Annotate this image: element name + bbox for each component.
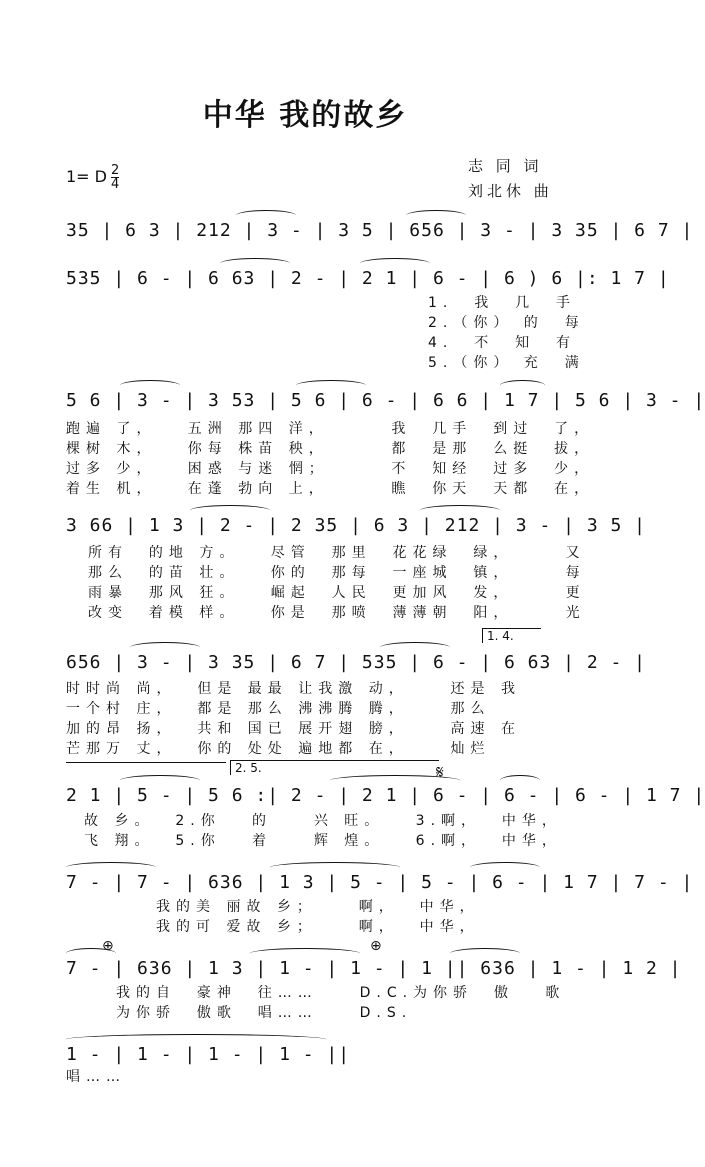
slur	[500, 775, 540, 786]
slur	[406, 210, 466, 221]
lyric-line: 为你骄 傲歌 唱…… D.S.	[116, 1005, 413, 1021]
lyric-line: 改变 着模 样。 你是 那喷 薄薄朝 阳， 光	[88, 605, 586, 621]
volta-1: 1. 4.	[482, 628, 541, 643]
segno-icon: 𝄋	[436, 762, 444, 783]
lyric-line: 4. 不 知 有	[428, 335, 577, 351]
notes: 3 66 | 1 3 | 2 - | 2 35 | 6 3 | 212 | 3 - | 3 5 |	[66, 515, 647, 536]
slur	[270, 862, 400, 873]
lyric-line: 着生 机， 在蓬 勃向 上， 瞧 你天 天都 在，	[66, 481, 595, 497]
slur	[190, 505, 270, 516]
lyric-line: 芒那万 丈， 你的 处处 遍地都 在， 灿烂	[66, 741, 491, 757]
notes: 535 | 6 - | 6 63 | 2 - | 2 1 | 6 - | 6 ) 6 |: 1 7 |	[66, 268, 670, 289]
coda-icon: ⊕	[370, 938, 382, 954]
lyric-line: 跑遍 了， 五洲 那四 洋， 我 几手 到过 了，	[66, 421, 595, 437]
lyric-line: 2.（你） 的 每	[428, 315, 585, 331]
notes: 2 1 | 5 - | 5 6 :| 2 - | 2 1 | 6 - | 6 - | 6 - | 1 7 |	[66, 785, 705, 806]
notes: 35 | 6 3 | 212 | 3 - | 3 5 | 656 | 3 - | 3 35 | 6 7 |	[66, 220, 694, 241]
notes: 1 - | 1 - | 1 - | 1 - ||	[66, 1044, 351, 1065]
slur	[66, 1034, 326, 1045]
lyric-line: 我的可 爱故 乡； 啊， 中华，	[156, 919, 480, 935]
slur	[450, 948, 520, 959]
slur	[120, 775, 200, 786]
notes: 656 | 3 - | 3 35 | 6 7 | 535 | 6 - | 6 63 | 2 - |	[66, 652, 647, 673]
volta-2: 2. 5.	[230, 760, 439, 775]
lyric-line: 1. 我 几 手	[428, 295, 577, 311]
coda-icon: ⊕	[102, 938, 114, 954]
song-title: 中华 我的故乡	[202, 98, 408, 133]
staff-row-3	[0, 390, 705, 420]
slur	[236, 210, 296, 221]
slur	[330, 775, 460, 786]
lyric-line: 故 乡。 2.你 的 兴 旺。 3.啊， 中华，	[84, 813, 562, 829]
volta-line	[66, 762, 226, 763]
lyric-line: 雨暴 那风 狂。 崛起 人民 更加风 发， 更	[88, 585, 586, 601]
slur	[360, 258, 430, 269]
lyric-line: 飞 翔。 5.你 着 辉 煌。 6.啊， 中华，	[84, 833, 562, 849]
slur	[380, 642, 450, 653]
lyric-line: 我的自 豪神 往…… D.C.为你骄 傲 歌	[116, 985, 566, 1001]
slur	[66, 862, 156, 873]
lyric-line: 所有 的地 方。 尽管 那里 花花绿 绿， 又	[88, 545, 586, 561]
notes: 7 - | 7 - | 636 | 1 3 | 5 - | 5 - | 6 - | 1 7 | 7 - |	[66, 872, 694, 893]
staff-row-4	[0, 515, 647, 545]
composer-credit: 刘北休 曲	[468, 182, 553, 200]
lyric-line: 那么 的苗 壮。 你的 那每 一座城 镇， 每	[88, 565, 586, 581]
notes: 5 6 | 3 - | 3 53 | 5 6 | 6 - | 6 6 | 1 7 | 5 6 | 3 - |	[66, 390, 705, 411]
lyric-line: 加的昂 扬， 共和 国已 展开翅 膀， 高速 在	[66, 721, 521, 737]
key-signature: 1= D $\frac{2}{4}$	[66, 163, 120, 192]
slur	[500, 380, 545, 391]
slur	[66, 948, 116, 959]
slur	[220, 258, 290, 269]
staff-row-1	[0, 220, 694, 250]
lyric-line: 5.（你） 充 满	[428, 355, 585, 371]
lyric-line: 时时尚 尚， 但是 最最 让我激 动， 还是 我	[66, 681, 521, 697]
slur	[120, 380, 180, 391]
slur	[470, 862, 540, 873]
slur	[296, 380, 366, 391]
lyric-line: 过多 少， 困惑 与迷 惘； 不 知经 过多 少，	[66, 461, 595, 477]
lyric-line: 我的美 丽故 乡； 啊， 中华，	[156, 899, 480, 915]
slur	[420, 505, 500, 516]
slur	[130, 642, 200, 653]
lyric-line: 唱……	[66, 1069, 126, 1085]
slur	[250, 948, 360, 959]
notes: 7 - | 636 | 1 3 | 1 - | 1 - | 1 || 636 | 1 - | 1 2 |	[66, 958, 682, 979]
lyric-line: 棵树 木， 你每 株苗 秧， 都 是那 么挺 拔，	[66, 441, 595, 457]
lyric-line: 一个村 庄， 都是 那么 沸沸腾 腾， 那么	[66, 701, 491, 717]
lyricist-credit: 志 同 词	[468, 157, 543, 175]
